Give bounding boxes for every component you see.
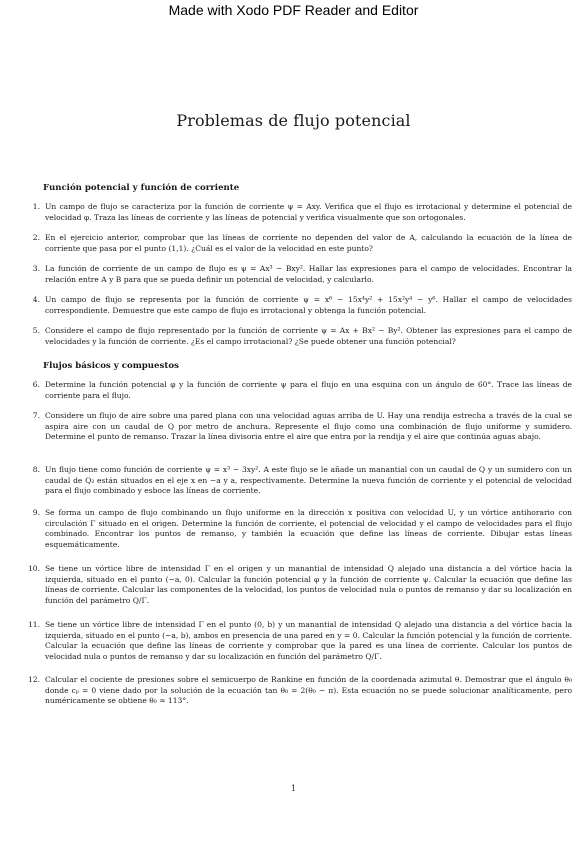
problem-number: 11. [27,620,40,629]
problem-text: Se forma un campo de flujo combinando un flujo uniforme en la dirección x positiva con velocidad U, y un vórtice antihorario con circulación Γ situado en el origen. Determine la función de corriente, el potencial de velocidad y el campo de velocidades para el flujo combinado. Encontrar los puntos de remanso, y también la ecuación que define las líneas de corriente. Dibujar estas líneas esquemáticamente. [45,508,572,549]
page-title: Problemas de flujo potencial [176,111,411,130]
app-banner: Made with Xodo PDF Reader and Editor [168,2,419,18]
problem-text: Un campo de flujo se representa por la función de corriente ψ = x⁶ − 15x⁴y² + 15x²y⁴ − y⁶. Hallar el campo de velocidades correspondiente. Demuestre que este campo de flujo es irrotacional y obtenga la función potencial. [45,295,572,315]
section-heading-basic-flows: Flujos básicos y compuestos [43,361,179,371]
problem-text: La función de corriente de un campo de flujo es ψ = Ax³ − Bxy². Hallar las expresiones para el campo de velocidades. Encontrar la relación entre A y B para que se pueda definir un potencial de velocidad, y calcularlo. [45,264,572,284]
problem-text: Un flujo tiene como función de corriente ψ = x³ − 3xy². A este flujo se le añade un manantial con un caudal de Q y un sumidero con un caudal de Q₂ están situados en el eje x en −a y a, respectivamente. Determine la nueva función de corriente y el potencial de velocidad para el flujo combinado y esboce las líneas de corriente. [45,465,572,496]
problem-text: Se tiene un vórtice libre de intensidad Γ en el origen y un manantial de intensidad Q alejado una distancia a del vórtice hacia la izquierda, situado en el punto (−a, 0). Calcular la función potencial φ y la función de corriente ψ. Calcular la ecuación que define las líneas de corriente. Calcular las componentes de la velocidad, los puntos de velocidad nula o puntos de remanso y dar su localización en función del parámetro Q/Γ. [45,564,572,605]
problem-number: 9. [32,508,40,517]
problem-text: Considere un flujo de aire sobre una pared plana con una velocidad aguas arriba de U. Hay una rendija estrecha a través de la cual se aspira aire con un caudal de Q por metro de anchura. Represente el flujo como una combinación de flujo uniforme y sumidero. Determine el punto de remanso. Trazar la línea divisoria entre el aire que entra por la rendija y el aire que continúa aguas abajo. [45,411,572,442]
problem-number: 6. [32,380,40,389]
problem-number: 2. [32,233,40,242]
problem-number: 1. [32,202,40,211]
problem-text: Un campo de flujo se caracteriza por la función de corriente ψ = Axy. Verifica que el flujo es irrotacional y determine el potencial de velocidad φ. Traza las líneas de corriente y las líneas de potencial y verifica visualmente que son ortogonales. [45,202,572,222]
problem-number: 4. [32,295,40,304]
problem-number: 12. [27,675,40,684]
problem-text: En el ejercicio anterior, comprobar que las líneas de corriente no dependen del valor de A, calculando la ecuación de la línea de corriente que pasa por el punto (1,1). ¿Cuál es el valor de la velocidad en este punto? [45,233,572,253]
problem-number: 8. [32,465,40,474]
problem-text: Considere el campo de flujo representado por la función de corriente ψ = Ax + Bx² − By². Obtener las expresiones para el campo de velocidades y la función de corriente. ¿Es el campo irrotacional? ¿Se puede obtener una función potencial? [45,326,572,346]
section-heading-potential: Función potencial y función de corriente [43,183,240,193]
problem-text: Determine la función potencial φ y la función de corriente ψ para el flujo en una esquina con un ángulo de 60°. Trace las líneas de corriente para el flujo. [45,380,572,400]
problem-number: 3. [32,264,40,273]
page-number: 1 [290,784,297,793]
problem-text: Se tiene un vórtice libre de intensidad Γ en el punto (0, b) y un manantial de intensidad Q alejado una distancia a del vórtice hacia la izquierda, situado en el punto (−a, b), ambos en presencia de una pared en y = 0. Calcular la función potencial y la función de corriente. Calcular la ecuación que define las líneas de corriente y comprobar que la pared es una línea de corriente. Calcular los puntos de velocidad nula o puntos de remanso y dar su localización en función del parámetro Q/Γ. [45,620,572,661]
problem-number: 10. [27,564,40,573]
problem-text: Calcular el cociente de presiones sobre el semicuerpo de Rankine en función de la coordenada azimutal θ. Demostrar que el ángulo θ₀ donde cₚ = 0 viene dado por la solución de la ecuación tan θ₀ = 2(θ₀ − π). Esta ecuación no se puede solucionar analíticamente, pero numéricamente se obtiene θ₀ ≈ 113°. [45,675,572,706]
problem-number: 5. [32,326,40,335]
problem-number: 7. [32,411,40,420]
